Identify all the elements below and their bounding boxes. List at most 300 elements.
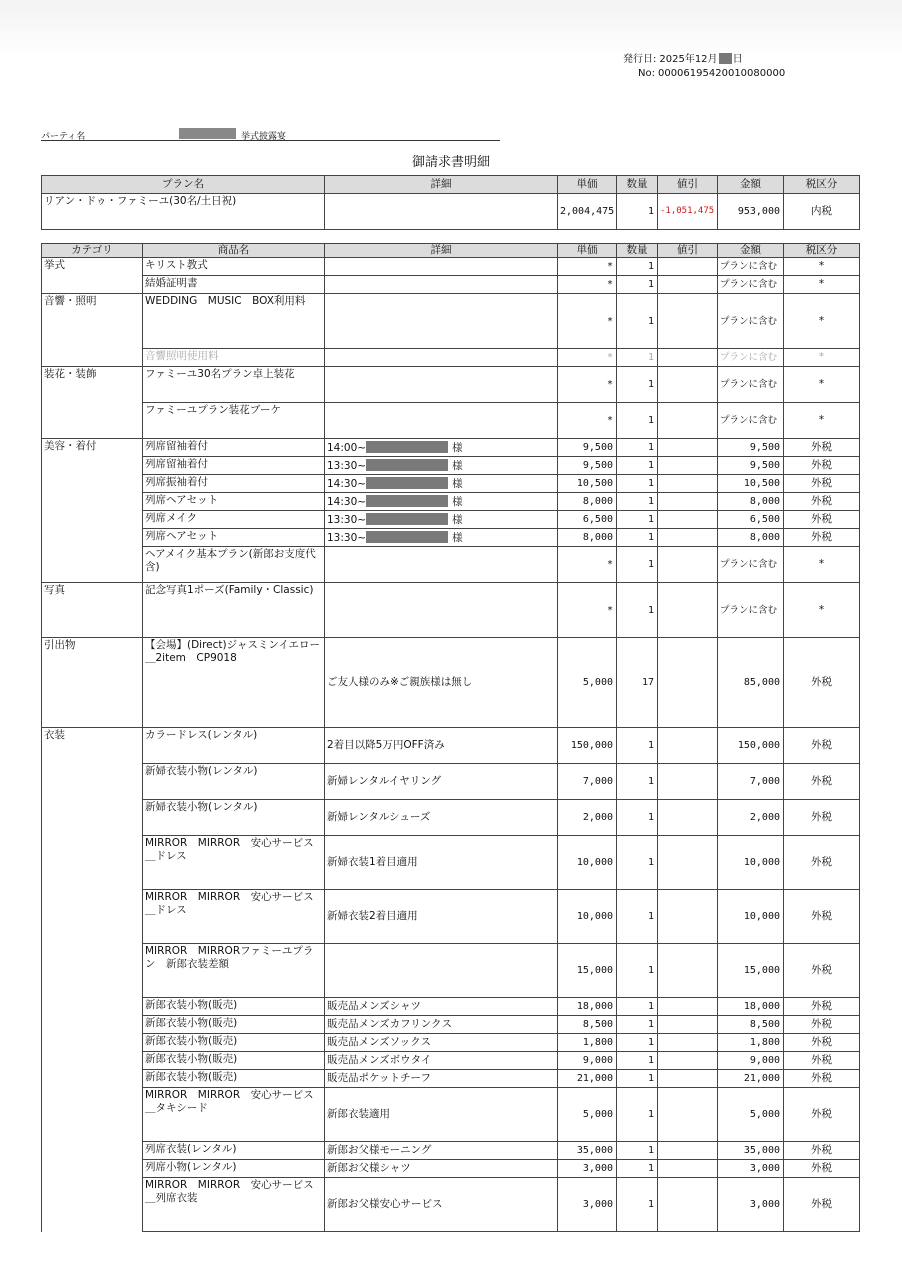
detail-time: 14:30~ <box>327 477 367 490</box>
col-header: 商品名 <box>143 244 325 258</box>
plan-table <box>41 175 860 230</box>
item-qty: 1 <box>617 493 658 511</box>
item-discount <box>658 583 718 638</box>
redaction-block <box>719 53 732 64</box>
category-cell <box>42 1016 143 1034</box>
col-header: 単価 <box>558 244 617 258</box>
item-amount: 85,000 <box>718 638 784 728</box>
item-unit: 21,000 <box>558 1070 617 1088</box>
item-discount <box>658 276 718 294</box>
item-unit: 9,000 <box>558 1052 617 1070</box>
item-amount: 10,500 <box>718 475 784 493</box>
item-amount: プランに含む <box>718 258 784 276</box>
items-table <box>41 243 860 1232</box>
table-row <box>42 493 860 511</box>
item-detail: ご友人様のみ※ご親族様は無し <box>325 638 558 728</box>
table-row <box>42 1052 860 1070</box>
item-amount: 7,000 <box>718 764 784 800</box>
item-detail <box>325 493 558 511</box>
redaction-block <box>366 459 448 471</box>
item-qty: 1 <box>617 1070 658 1088</box>
item-qty: 1 <box>617 890 658 944</box>
table-row <box>42 457 860 475</box>
item-unit: * <box>558 258 617 276</box>
redaction-block <box>366 495 448 507</box>
item-amount: 3,000 <box>718 1178 784 1232</box>
category-cell <box>42 800 143 836</box>
item-unit: 5,000 <box>558 1088 617 1142</box>
issue-date-suffix: 日 <box>732 54 743 65</box>
table-row <box>42 1016 860 1034</box>
item-detail <box>325 547 558 583</box>
item-tax: 外税 <box>784 638 860 728</box>
item-unit: * <box>558 349 617 367</box>
redaction-block <box>366 531 448 543</box>
table-row <box>42 511 860 529</box>
item-discount <box>658 1088 718 1142</box>
item-amount: プランに含む <box>718 547 784 583</box>
item-name: MIRROR MIRROR 安心サービス＿ドレス <box>143 836 325 890</box>
item-qty: 1 <box>617 1160 658 1178</box>
item-name: MIRROR MIRROR 安心サービス＿列席衣装 <box>143 1178 325 1232</box>
item-name: ファミーユプラン装花ブーケ <box>143 403 325 439</box>
item-amount: 10,000 <box>718 836 784 890</box>
item-discount <box>658 638 718 728</box>
item-amount: 5,000 <box>718 1088 784 1142</box>
items-body <box>42 258 860 1232</box>
item-discount <box>658 1070 718 1088</box>
issue-label: 発行日: <box>623 54 657 65</box>
item-unit: 5,000 <box>558 638 617 728</box>
item-qty: 1 <box>617 800 658 836</box>
item-discount <box>658 403 718 439</box>
item-amount: プランに含む <box>718 583 784 638</box>
category-cell <box>42 475 143 493</box>
item-amount: 9,500 <box>718 457 784 475</box>
item-discount <box>658 457 718 475</box>
plan-unit: 2,004,475 <box>558 194 617 230</box>
item-amount: 3,000 <box>718 1160 784 1178</box>
item-detail <box>325 457 558 475</box>
table-row <box>42 475 860 493</box>
item-detail <box>325 583 558 638</box>
item-unit: 7,000 <box>558 764 617 800</box>
plan-name: リアン・ドゥ・ファミーユ(30名/土日祝) <box>42 194 325 230</box>
item-discount <box>658 258 718 276</box>
table-row <box>42 1070 860 1088</box>
category-cell <box>42 1160 143 1178</box>
item-amount: 10,000 <box>718 890 784 944</box>
category-cell <box>42 890 143 944</box>
table-row <box>42 890 860 944</box>
item-qty: 1 <box>617 944 658 998</box>
no-label: No: <box>638 68 655 79</box>
item-discount <box>658 511 718 529</box>
redaction-block <box>179 128 236 139</box>
item-discount <box>658 529 718 547</box>
plan-row <box>42 194 860 230</box>
item-detail: 2着目以降5万円OFF済み <box>325 728 558 764</box>
item-unit: 6,500 <box>558 511 617 529</box>
table-row <box>42 367 860 403</box>
item-name: 列席留袖着付 <box>143 439 325 457</box>
item-name: 結婚証明書 <box>143 276 325 294</box>
col-header: 値引 <box>658 244 718 258</box>
item-amount: 8,000 <box>718 529 784 547</box>
item-discount <box>658 367 718 403</box>
item-name: 新郎衣装小物(販売) <box>143 1070 325 1088</box>
detail-suffix: 様 <box>452 441 463 454</box>
category-cell <box>42 944 143 998</box>
item-name: 列席メイク <box>143 511 325 529</box>
item-name: ヘアメイク基本プラン(新郎お支度代含) <box>143 547 325 583</box>
item-name: 記念写真1ポーズ(Family・Classic) <box>143 583 325 638</box>
item-discount <box>658 349 718 367</box>
item-tax: 外税 <box>784 475 860 493</box>
category-cell: 美容・着付 <box>42 439 143 457</box>
table-row <box>42 836 860 890</box>
issue-date-prefix: 2025年12月 <box>659 54 718 65</box>
item-tax: 外税 <box>784 1160 860 1178</box>
party-label: パーティ名 <box>41 132 86 142</box>
party-name: 挙式披露宴 <box>241 132 287 142</box>
item-qty: 1 <box>617 529 658 547</box>
table-row <box>42 800 860 836</box>
item-qty: 1 <box>617 583 658 638</box>
category-cell <box>42 276 143 294</box>
item-amount: プランに含む <box>718 349 784 367</box>
item-detail <box>325 439 558 457</box>
item-detail <box>325 367 558 403</box>
plan-header-row <box>42 176 860 194</box>
detail-time: 13:30~ <box>327 459 367 472</box>
item-name: 列席ヘアセット <box>143 493 325 511</box>
category-cell <box>42 836 143 890</box>
category-cell: 装花・装飾 <box>42 367 143 403</box>
item-detail <box>325 944 558 998</box>
item-qty: 1 <box>617 1034 658 1052</box>
item-discount <box>658 1178 718 1232</box>
item-detail: 新婦レンタルイヤリング <box>325 764 558 800</box>
item-unit: 8,000 <box>558 529 617 547</box>
table-row <box>42 547 860 583</box>
table-row <box>42 764 860 800</box>
table-row <box>42 439 860 457</box>
item-name: 新婦衣装小物(レンタル) <box>143 800 325 836</box>
table-row <box>42 944 860 998</box>
item-qty: 1 <box>617 457 658 475</box>
item-tax: * <box>784 367 860 403</box>
item-unit: 8,500 <box>558 1016 617 1034</box>
col-header: 数量 <box>617 244 658 258</box>
item-tax: 外税 <box>784 728 860 764</box>
category-cell <box>42 998 143 1016</box>
item-unit: 35,000 <box>558 1142 617 1160</box>
category-cell: 引出物 <box>42 638 143 728</box>
item-amount: プランに含む <box>718 294 784 349</box>
item-detail: 販売品メンズシャツ <box>325 998 558 1016</box>
item-qty: 1 <box>617 998 658 1016</box>
item-discount <box>658 728 718 764</box>
col-header: カテゴリ <box>42 244 143 258</box>
item-name: 新郎衣装小物(販売) <box>143 1052 325 1070</box>
item-qty: 1 <box>617 1088 658 1142</box>
detail-time: 13:30~ <box>327 513 367 526</box>
no-value: 00006195420010080000 <box>657 68 786 79</box>
item-discount <box>658 764 718 800</box>
detail-time: 13:30~ <box>327 531 367 544</box>
col-header: 税区分 <box>784 176 860 194</box>
item-unit: * <box>558 367 617 403</box>
item-tax: 外税 <box>784 457 860 475</box>
table-row <box>42 728 860 764</box>
category-cell <box>42 349 143 367</box>
item-unit: 1,800 <box>558 1034 617 1052</box>
items-header-row <box>42 244 860 258</box>
item-name: ファミーユ30名プラン卓上装花 <box>143 367 325 403</box>
item-qty: 1 <box>617 475 658 493</box>
category-cell <box>42 1178 143 1232</box>
item-detail: 新郎お父様安心サービス <box>325 1178 558 1232</box>
item-detail: 新婦衣装2着目適用 <box>325 890 558 944</box>
item-qty: 1 <box>617 403 658 439</box>
col-header: 金額 <box>718 176 784 194</box>
item-tax: 外税 <box>784 439 860 457</box>
item-tax: * <box>784 583 860 638</box>
item-amount: 9,000 <box>718 1052 784 1070</box>
plan-amount: 953,000 <box>718 194 784 230</box>
category-cell <box>42 1034 143 1052</box>
item-tax: 外税 <box>784 1034 860 1052</box>
item-qty: 1 <box>617 1016 658 1034</box>
item-qty: 1 <box>617 349 658 367</box>
item-amount: 35,000 <box>718 1142 784 1160</box>
item-name: カラードレス(レンタル) <box>143 728 325 764</box>
item-unit: 9,500 <box>558 457 617 475</box>
category-cell <box>42 529 143 547</box>
item-qty: 1 <box>617 276 658 294</box>
item-discount <box>658 836 718 890</box>
item-detail: 新婦レンタルシューズ <box>325 800 558 836</box>
item-qty: 1 <box>617 1142 658 1160</box>
item-tax: 外税 <box>784 1070 860 1088</box>
item-unit: 10,000 <box>558 836 617 890</box>
col-header: 単価 <box>558 176 617 194</box>
item-unit: * <box>558 294 617 349</box>
item-name: 列席振袖着付 <box>143 475 325 493</box>
item-tax: 外税 <box>784 511 860 529</box>
redaction-block <box>366 513 448 525</box>
item-detail <box>325 511 558 529</box>
col-header: 数量 <box>617 176 658 194</box>
item-tax: 外税 <box>784 998 860 1016</box>
item-amount: 150,000 <box>718 728 784 764</box>
table-row <box>42 294 860 349</box>
table-row <box>42 1178 860 1232</box>
detail-suffix: 様 <box>452 477 463 490</box>
table-row <box>42 258 860 276</box>
item-unit: 2,000 <box>558 800 617 836</box>
category-cell <box>42 547 143 583</box>
category-cell <box>42 1088 143 1142</box>
item-tax: 外税 <box>784 1088 860 1142</box>
item-unit: 15,000 <box>558 944 617 998</box>
table-row <box>42 276 860 294</box>
category-cell: 音響・照明 <box>42 294 143 349</box>
page-title: 御請求書明細 <box>411 155 490 170</box>
item-name: 列席小物(レンタル) <box>143 1160 325 1178</box>
plan-qty: 1 <box>617 194 658 230</box>
item-name: 音響照明使用料 <box>143 349 325 367</box>
item-tax: 外税 <box>784 529 860 547</box>
col-header: 金額 <box>718 244 784 258</box>
detail-suffix: 様 <box>452 459 463 472</box>
item-name: WEDDING MUSIC BOX利用料 <box>143 294 325 349</box>
item-tax: * <box>784 349 860 367</box>
item-qty: 1 <box>617 258 658 276</box>
detail-time: 14:00~ <box>327 441 367 454</box>
item-unit: * <box>558 403 617 439</box>
item-detail <box>325 276 558 294</box>
item-tax: 外税 <box>784 493 860 511</box>
item-discount <box>658 1142 718 1160</box>
item-qty: 1 <box>617 367 658 403</box>
item-amount: 1,800 <box>718 1034 784 1052</box>
item-tax: 外税 <box>784 764 860 800</box>
item-tax: * <box>784 258 860 276</box>
item-amount: 8,500 <box>718 1016 784 1034</box>
item-tax: 外税 <box>784 1052 860 1070</box>
item-tax: * <box>784 547 860 583</box>
item-name: MIRROR MIRRORファミーユプラン 新郎衣装差額 <box>143 944 325 998</box>
party-line <box>41 128 500 141</box>
item-unit: 10,500 <box>558 475 617 493</box>
plan-tax: 内税 <box>784 194 860 230</box>
item-amount: プランに含む <box>718 367 784 403</box>
item-name: 列席ヘアセット <box>143 529 325 547</box>
table-row <box>42 1088 860 1142</box>
item-name: 新郎衣装小物(販売) <box>143 1034 325 1052</box>
item-qty: 1 <box>617 294 658 349</box>
item-name: 列席留袖着付 <box>143 457 325 475</box>
item-qty: 1 <box>617 1178 658 1232</box>
item-unit: 18,000 <box>558 998 617 1016</box>
item-qty: 1 <box>617 511 658 529</box>
col-header: 税区分 <box>784 244 860 258</box>
item-detail: 販売品ポケットチーフ <box>325 1070 558 1088</box>
table-row <box>42 998 860 1016</box>
plan-discount: -1,051,475 <box>658 194 718 230</box>
table-row <box>42 349 860 367</box>
item-tax: 外税 <box>784 1178 860 1232</box>
item-qty: 1 <box>617 728 658 764</box>
item-discount <box>658 547 718 583</box>
item-unit: 8,000 <box>558 493 617 511</box>
item-discount <box>658 1016 718 1034</box>
item-tax: 外税 <box>784 800 860 836</box>
item-detail: 新郎衣装適用 <box>325 1088 558 1142</box>
item-name: 新婦衣装小物(レンタル) <box>143 764 325 800</box>
item-amount: プランに含む <box>718 276 784 294</box>
col-header: プラン名 <box>42 176 325 194</box>
item-discount <box>658 890 718 944</box>
item-detail: 販売品メンズソックス <box>325 1034 558 1052</box>
item-qty: 1 <box>617 1052 658 1070</box>
item-discount <box>658 493 718 511</box>
item-detail <box>325 294 558 349</box>
item-unit: 3,000 <box>558 1160 617 1178</box>
category-cell <box>42 764 143 800</box>
item-qty: 1 <box>617 439 658 457</box>
item-amount: 21,000 <box>718 1070 784 1088</box>
detail-suffix: 様 <box>452 495 463 508</box>
plan-detail <box>325 194 558 230</box>
category-cell <box>42 1070 143 1088</box>
item-unit: * <box>558 276 617 294</box>
table-row <box>42 583 860 638</box>
item-amount: プランに含む <box>718 403 784 439</box>
category-cell <box>42 493 143 511</box>
item-discount <box>658 475 718 493</box>
item-name: 【会場】(Direct)ジャスミンイエロー＿2item CP9018 <box>143 638 325 728</box>
col-header: 詳細 <box>325 176 558 194</box>
table-row <box>42 529 860 547</box>
item-detail <box>325 403 558 439</box>
item-detail <box>325 529 558 547</box>
item-name: MIRROR MIRROR 安心サービス＿タキシード <box>143 1088 325 1142</box>
item-tax: 外税 <box>784 1016 860 1034</box>
item-discount <box>658 439 718 457</box>
category-cell <box>42 1142 143 1160</box>
item-detail: 新郎お父様シャツ <box>325 1160 558 1178</box>
redaction-block <box>366 477 448 489</box>
item-qty: 17 <box>617 638 658 728</box>
item-discount <box>658 944 718 998</box>
item-unit: 3,000 <box>558 1178 617 1232</box>
category-cell <box>42 403 143 439</box>
item-unit: * <box>558 547 617 583</box>
item-tax: * <box>784 276 860 294</box>
item-discount <box>658 294 718 349</box>
item-amount: 15,000 <box>718 944 784 998</box>
item-name: キリスト教式 <box>143 258 325 276</box>
category-cell <box>42 457 143 475</box>
table-row <box>42 1142 860 1160</box>
redaction-block <box>366 441 448 453</box>
item-tax: 外税 <box>784 944 860 998</box>
item-unit: 10,000 <box>558 890 617 944</box>
item-detail: 新婦衣装1着目適用 <box>325 836 558 890</box>
table-row <box>42 1160 860 1178</box>
item-tax: 外税 <box>784 890 860 944</box>
item-qty: 1 <box>617 764 658 800</box>
item-unit: * <box>558 583 617 638</box>
item-discount <box>658 1160 718 1178</box>
item-tax: 外税 <box>784 836 860 890</box>
item-amount: 18,000 <box>718 998 784 1016</box>
item-discount <box>658 800 718 836</box>
item-discount <box>658 1034 718 1052</box>
item-detail <box>325 349 558 367</box>
detail-time: 14:30~ <box>327 495 367 508</box>
col-header: 値引 <box>658 176 718 194</box>
item-qty: 1 <box>617 547 658 583</box>
item-name: 新郎衣装小物(販売) <box>143 1016 325 1034</box>
item-detail: 販売品メンズボウタイ <box>325 1052 558 1070</box>
table-row <box>42 638 860 728</box>
item-discount <box>658 1052 718 1070</box>
category-cell: 挙式 <box>42 258 143 276</box>
